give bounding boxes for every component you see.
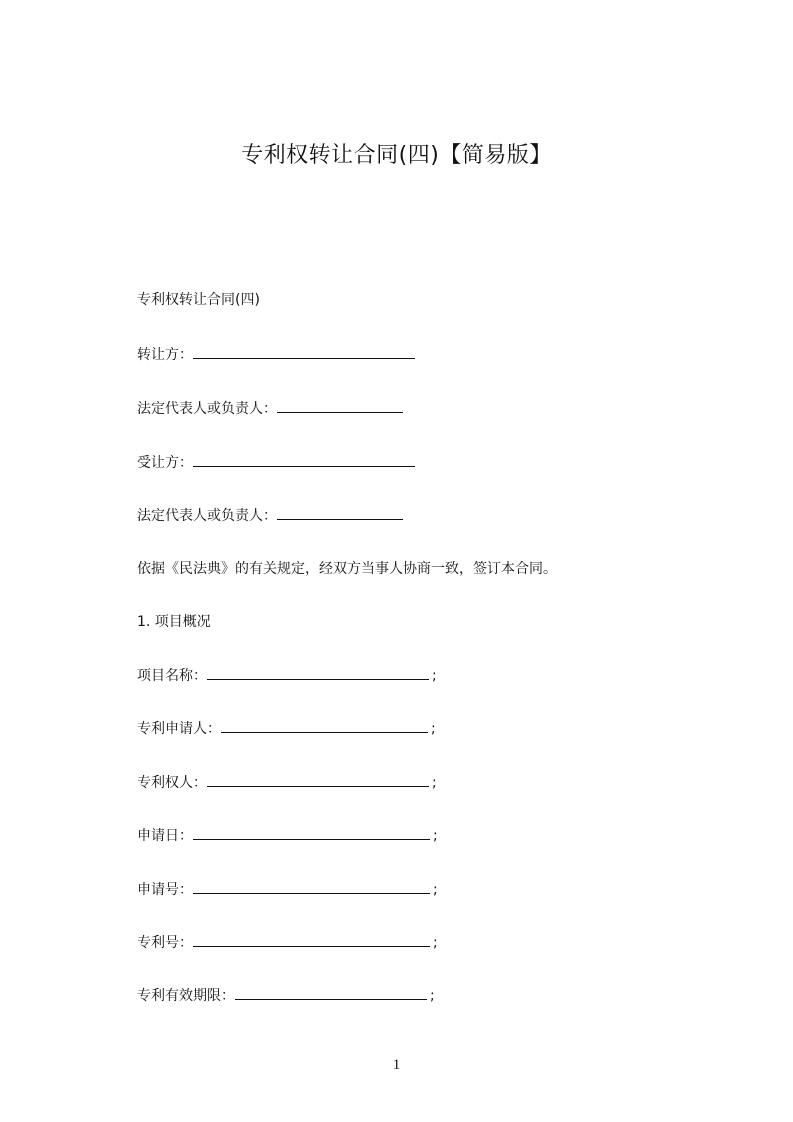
project-name-line (137, 665, 437, 686)
transferor-line (137, 344, 415, 365)
line-end-mark: ; (433, 935, 438, 951)
transferee-blank (193, 452, 415, 467)
line-end-mark: ; (430, 988, 435, 1004)
validity-period-blank (235, 985, 427, 1000)
application-date-line (137, 825, 438, 846)
application-number-blank (193, 879, 430, 894)
document-title: 专利权转让合同(四)【简易版】 (241, 143, 552, 168)
applicant-label: 专利申请人： (137, 721, 221, 737)
transferee-rep-label: 法定代表人或负责人： (137, 508, 277, 524)
application-number-label: 申请号： (137, 882, 193, 898)
patent-number-line (137, 932, 438, 953)
project-name-blank (207, 665, 429, 680)
transferee-rep-line (137, 505, 403, 526)
patentee-line (137, 772, 437, 793)
application-number-line (137, 879, 438, 900)
contract-subtitle: 专利权转让合同(四) (137, 292, 260, 308)
transferor-label: 转让方： (137, 347, 193, 363)
transferee-label: 受让方： (137, 455, 193, 471)
preamble-paragraph: 依据《民法典》的有关规定，经双方当事人协商一致，签订本合同。 (137, 561, 557, 577)
validity-period-line (137, 985, 435, 1006)
line-end-mark: ; (433, 882, 438, 898)
transferor-blank (193, 344, 415, 359)
transferee-line (137, 452, 415, 473)
transferor-rep-blank (277, 398, 403, 413)
transferor-rep-line (137, 398, 403, 419)
transferor-rep-label: 法定代表人或负责人： (137, 401, 277, 417)
line-end-mark: ; (432, 668, 437, 684)
project-name-label: 项目名称： (137, 668, 207, 684)
application-date-label: 申请日： (137, 828, 193, 844)
line-end-mark: ; (433, 828, 438, 844)
patent-number-blank (193, 932, 430, 947)
application-date-blank (193, 825, 430, 840)
applicant-blank (221, 718, 428, 733)
patent-number-label: 专利号： (137, 935, 193, 951)
applicant-line (137, 718, 436, 739)
section-heading: 1. 项目概况 (137, 614, 211, 630)
transferee-rep-blank (277, 505, 403, 520)
page-number: 1 (392, 1057, 401, 1073)
line-end-mark: ; (432, 775, 437, 791)
patentee-blank (207, 772, 429, 787)
line-end-mark: ; (431, 721, 436, 737)
validity-period-label: 专利有效期限： (137, 988, 235, 1004)
patentee-label: 专利权人： (137, 775, 207, 791)
